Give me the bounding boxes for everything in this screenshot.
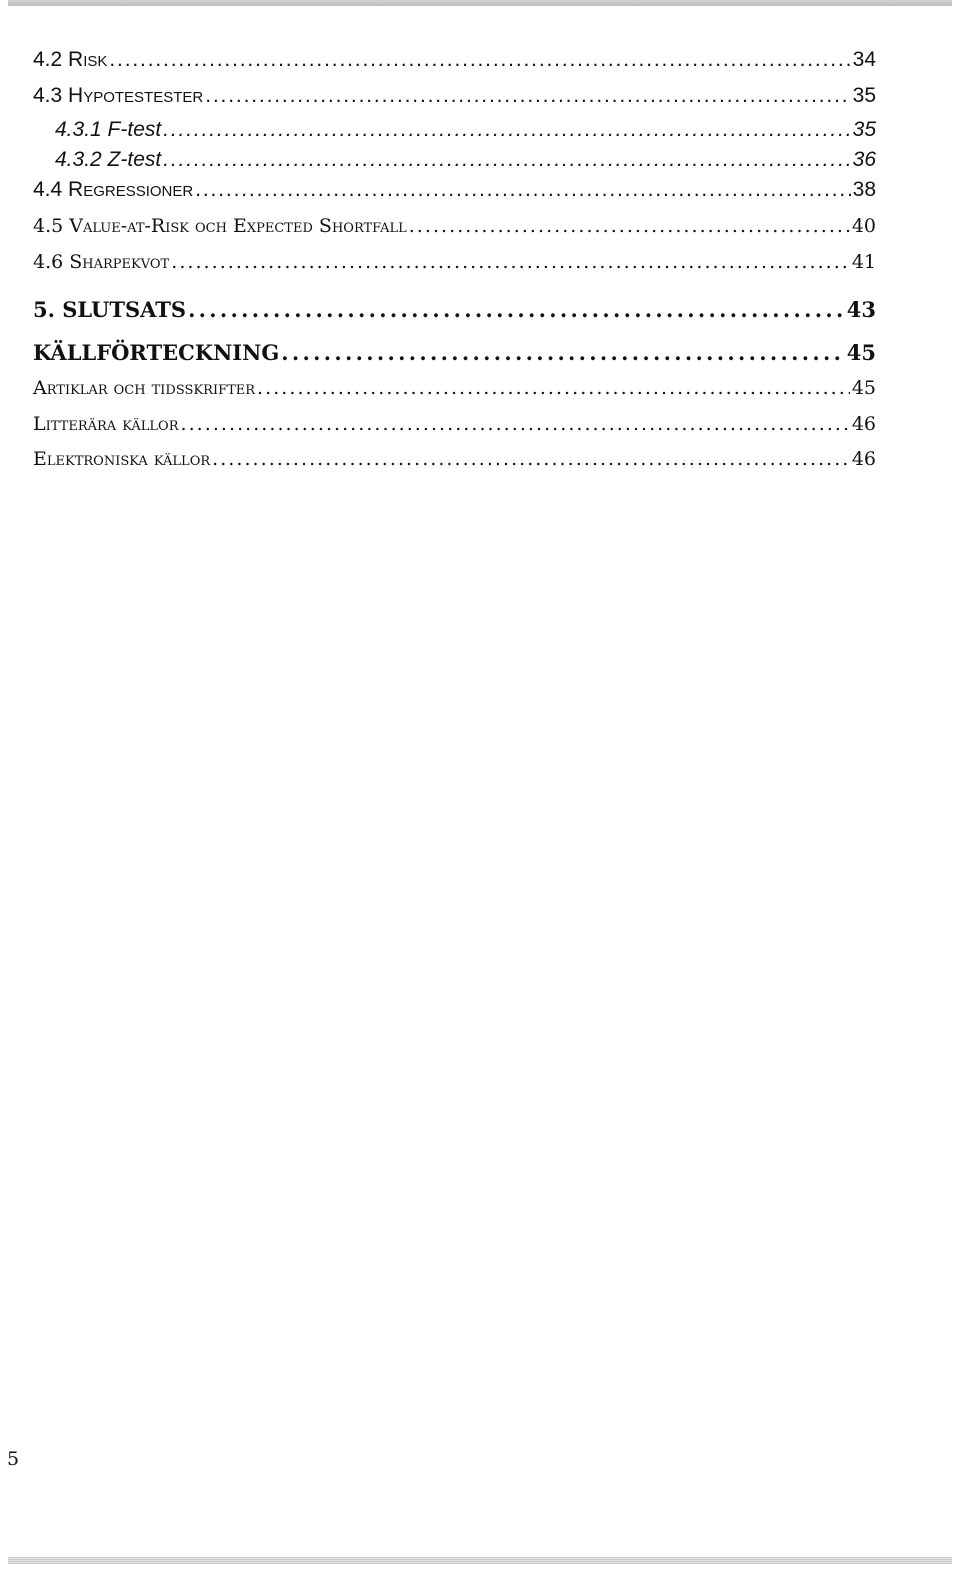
toc-entry-label: KÄLLFÖRTECKNING — [33, 340, 280, 365]
toc-entry-page: 35 — [852, 118, 876, 141]
toc-entry-page: 40 — [851, 215, 876, 237]
toc-entry-page: 43 — [846, 297, 876, 322]
dot-leader — [181, 413, 850, 435]
toc-entry-label: Litterära källor — [33, 413, 179, 435]
toc-entry-label: 4.3.1 F-test — [55, 118, 162, 141]
dot-leader — [205, 84, 850, 108]
dot-leader — [195, 178, 850, 202]
toc-entry-4-5[interactable] — [33, 215, 876, 237]
toc-entry-label: Elektroniska källor — [33, 448, 211, 470]
toc-entry-4-3-1[interactable] — [55, 118, 876, 142]
toc-entry-4-4[interactable] — [33, 178, 876, 202]
toc-entry-label: 4.2 Risk — [33, 48, 108, 71]
toc-entry-page: 35 — [852, 84, 876, 107]
page-number: 5 — [7, 1448, 20, 1470]
bottom-rule — [8, 1557, 952, 1564]
toc-entry-label: Artiklar och tidsskrifter — [33, 377, 256, 399]
toc-entry-label: 5. SLUTSATS — [33, 297, 187, 322]
toc-entry-label: 4.5 Value-at-Risk och Expected Shortfall — [33, 215, 407, 237]
toc-entry-elektroniska-kallor[interactable] — [33, 448, 876, 470]
toc-entry-page: 45 — [846, 340, 876, 365]
toc-entry-kallforteckning[interactable] — [33, 340, 876, 365]
toc-entry-chapter-5[interactable] — [33, 297, 876, 322]
toc-entry-label: 4.4 Regressioner — [33, 178, 194, 201]
toc-entry-page: 41 — [851, 251, 876, 273]
toc-entry-label: 4.3.2 Z-test — [55, 148, 162, 171]
toc-entry-label: 4.6 Sharpekvot — [33, 251, 170, 273]
dot-leader — [281, 340, 845, 365]
toc-entry-4-3-2[interactable] — [55, 148, 876, 172]
dot-leader — [163, 118, 850, 142]
toc-entry-artiklar[interactable] — [33, 377, 876, 399]
dot-leader — [163, 148, 850, 172]
toc-entry-page: 38 — [852, 178, 876, 201]
toc-entry-label: 4.3 Hypotestester — [33, 84, 204, 107]
toc-entry-page: 46 — [851, 413, 876, 435]
top-rule — [8, 0, 952, 6]
toc-entry-page: 34 — [852, 48, 876, 71]
toc-entry-page: 45 — [851, 377, 876, 399]
toc-entry-litterara-kallor[interactable] — [33, 413, 876, 435]
dot-leader — [409, 215, 850, 237]
toc-entry-4-2[interactable] — [33, 48, 876, 72]
toc-entry-page: 46 — [851, 448, 876, 470]
toc-entry-4-3[interactable] — [33, 84, 876, 108]
toc-entry-4-6[interactable] — [33, 251, 876, 273]
toc-entry-page: 36 — [852, 148, 876, 171]
dot-leader — [257, 377, 850, 399]
dot-leader — [188, 297, 845, 322]
dot-leader — [171, 251, 850, 273]
dot-leader — [212, 448, 850, 470]
dot-leader — [109, 48, 850, 72]
